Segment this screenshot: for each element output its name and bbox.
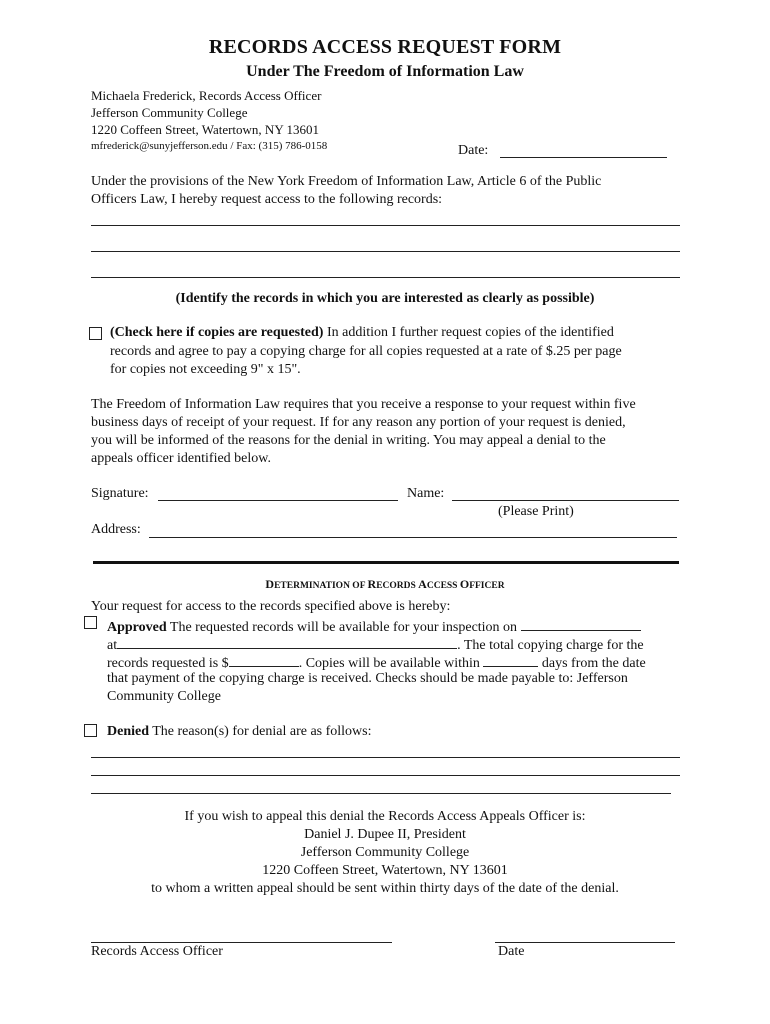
officer-date-label: Date — [498, 944, 525, 959]
notice-line-1: The Freedom of Information Law requires that you receive a response to your request within five — [91, 397, 636, 412]
appeal-address: 1220 Coffeen Street, Watertown, NY 13601 — [262, 863, 508, 878]
approved-line-5: Community College — [107, 689, 221, 704]
notice-line-4: appeals officer identified below. — [91, 451, 271, 466]
copies-checkbox[interactable] — [89, 327, 102, 340]
officer-name: Michaela Frederick, Records Access Officer — [91, 88, 322, 103]
determination-heading: DETERMINATION OF RECORDS ACCESS OFFICER — [265, 577, 505, 591]
copies-line-1 — [110, 324, 614, 342]
records-line-2[interactable] — [91, 251, 680, 252]
appeal-line-1: If you wish to appeal this denial the Records Access Appeals Officer is: — [184, 809, 586, 824]
approved-line-1: Approved The requested records will be available for your inspection on — [107, 616, 641, 637]
approved-line-4: that payment of the copying charge is received. Checks should be made payable to: Jefferson — [107, 671, 628, 686]
signature-field[interactable] — [158, 500, 398, 501]
section-divider — [93, 561, 679, 564]
denial-reason-line-1[interactable] — [91, 757, 680, 758]
inspection-date-field[interactable] — [521, 616, 641, 631]
records-line-1[interactable] — [91, 225, 680, 226]
college-address: 1220 Coffeen Street, Watertown, NY 13601 — [91, 122, 319, 137]
notice-line-3: you will be informed of the reasons for the denial in writing. You may appeal a denial to the — [91, 433, 606, 448]
name-label: Name: — [407, 486, 445, 501]
form-subtitle: Under The Freedom of Information Law — [246, 63, 524, 80]
days-field[interactable] — [483, 652, 538, 667]
copies-line-3: for copies not exceeding 9" x 15". — [110, 362, 301, 377]
name-field[interactable] — [452, 500, 679, 501]
address-field[interactable] — [149, 537, 677, 538]
intro-line-2: Officers Law, I hereby request access to the following records: — [91, 192, 443, 207]
records-line-3[interactable] — [91, 277, 680, 278]
signature-label: Signature: — [91, 486, 149, 501]
intro-line-1: Under the provisions of the New York Freedom of Information Law, Article 6 of the Public — [91, 174, 602, 189]
approved-line-2: at . The total copying charge for the — [107, 634, 644, 655]
copies-bold-label: (Check here if copies are requested) — [110, 325, 324, 340]
college-name: Jefferson Community College — [91, 105, 248, 120]
officer-contact: mfrederick@sunyjefferson.edu / Fax: (315) 786-0158 — [91, 140, 328, 152]
approved-line-3: records requested is $ . Copies will be available within days from the date — [107, 652, 646, 673]
determination-intro: Your request for access to the records specified above is hereby: — [91, 599, 451, 614]
identify-note: (Identify the records in which you are interested as clearly as possible) — [175, 291, 595, 306]
officer-signature-label: Records Access Officer — [91, 944, 223, 959]
denial-reason-line-2[interactable] — [91, 775, 680, 776]
please-print-note: (Please Print) — [498, 504, 574, 519]
appeal-line-5: to whom a written appeal should be sent within thirty days of the date of the denial. — [151, 881, 619, 896]
appeal-officer-name: Daniel J. Dupee II, President — [304, 827, 466, 842]
approved-bold-label: Approved — [107, 620, 167, 635]
address-label: Address: — [91, 522, 141, 537]
inspection-location-field[interactable] — [117, 634, 457, 649]
denied-bold-label: Denied — [107, 724, 149, 739]
approved-checkbox[interactable] — [84, 616, 97, 629]
notice-line-2: business days of receipt of your request. If for any reason any portion of your request is denied, — [91, 415, 626, 430]
denial-reason-line-3[interactable] — [91, 793, 671, 794]
form-title: RECORDS ACCESS REQUEST FORM — [208, 36, 562, 58]
date-field[interactable] — [500, 157, 667, 158]
denied-line: Denied The reason(s) for denial are as follows: — [107, 724, 372, 739]
appeal-college: Jefferson Community College — [300, 845, 470, 860]
copies-line-2: records and agree to pay a copying charge for all copies requested at a rate of $.25 per page — [110, 344, 622, 359]
copy-charge-field[interactable] — [229, 652, 299, 667]
copies-text: In addition I further request copies of the identified — [323, 325, 614, 340]
denied-checkbox[interactable] — [84, 724, 97, 737]
date-label: Date: — [458, 143, 489, 158]
